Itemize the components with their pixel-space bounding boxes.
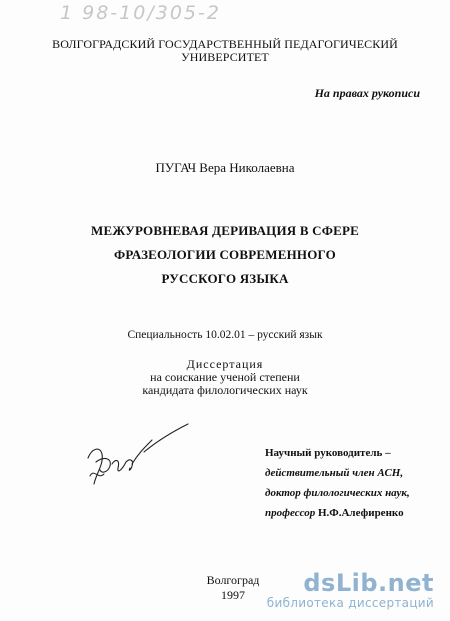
supervisor-name: Н.Ф.Алефиренко [317,507,404,519]
supervisor-block [265,443,410,523]
watermark-subtitle: библиотека диссертаций [266,596,434,610]
watermark-logo: dsLib.net [303,569,434,597]
supervisor-label: Научный руководитель – [265,447,391,459]
city: Волгоград [206,573,260,587]
specialty: Специальность 10.02.01 – русский язык [127,329,323,341]
degree-line-1: на соискание ученой степени [150,370,300,384]
university-line-1: ВОЛГОГРАДСКИЙ ГОСУДАРСТВЕННЫЙ ПЕДАГОГИЧЕСКИЙ [52,37,398,51]
supervisor-title-3 [265,503,410,523]
supervisor-title-1: действительный член АСН, [265,467,404,479]
degree-block [0,358,450,397]
supervisor-rank: профессор [265,507,316,519]
degree-line-2: кандидата филологических наук [142,383,308,397]
year: 1997 [221,588,245,602]
dissertation-label: Диссертация [186,357,264,371]
dissertation-title [0,219,450,291]
university-line-2: УНИВЕРСИТЕТ [181,50,269,64]
title-line-1: МЕЖУРОВНЕВАЯ ДЕРИВАЦИЯ В СФЕРЕ [91,223,359,238]
author-name: ПУГАЧ Вера Николаевна [155,160,295,175]
place-and-year [198,573,268,603]
author-signature [82,418,192,498]
supervisor-title-2: доктор филологических наук, [265,487,410,499]
title-line-3: РУССКОГО ЯЗЫКА [161,271,289,286]
archive-stamp-text: 1 98-10/305-2 [60,2,221,24]
title-line-2: ФРАЗЕОЛОГИИ СОВРЕМЕННОГО [114,247,336,262]
manuscript-note: На правах рукописи [314,86,420,100]
university-name [0,38,450,64]
archive-stamp [60,2,340,32]
dslib-watermark [267,570,434,610]
